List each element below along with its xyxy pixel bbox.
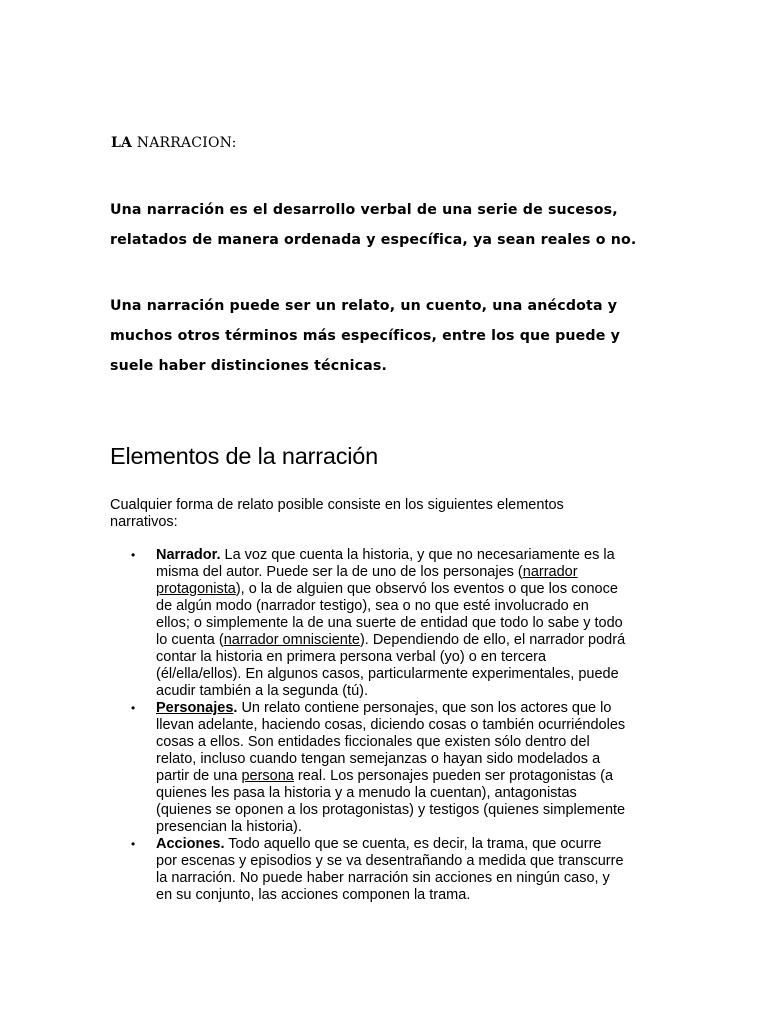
term-acciones: Acciones.: [156, 836, 225, 852]
paragraph-line: Una narración es el desarrollo verbal de una serie de sucesos,: [110, 202, 618, 218]
paragraph-line: relatados de manera ordenada y específica, ya sean reales o no.: [110, 232, 637, 248]
intro-line: Cualquier forma de relato posible consiste en los siguientes elementos: [110, 497, 564, 513]
term-narrador: Narrador.: [156, 547, 221, 563]
link-personajes[interactable]: Personajes: [156, 700, 234, 716]
section-heading: Elementos de la narración: [110, 443, 379, 469]
list-item-acciones: • Acciones. Todo aquello que se cuenta, es decir, la trama, que ocurre por escenas y episodios y se va desentrañando a medida que transcurre la narración. No puede haber narración sin acciones en ningún caso, y en su conjunto, las acciones componen la trama.: [131, 836, 624, 903]
link-persona[interactable]: persona: [241, 768, 294, 784]
bullet-icon: •: [131, 548, 136, 562]
list-item-narrador: • Narrador. La voz que cuenta la historia, y que no necesariamente es la misma del autor. Puede ser la de uno de los personajes (narrador protagonista), o la de alguien que observó los eventos o que los conoce de algún modo (narrador testigo), sea o no que esté involucrado en ellos; o simplemente la de una suerte de entidad que todo lo sabe y todo lo cuenta (narrador omnisciente). Dependiendo de ello, el narrador podrá contar la historia en primera persona verbal (yo) o en tercera (él/ella/ellos). En algunos casos, particularmente experimentales, puede acudir también a la segunda (tú).: [131, 547, 626, 699]
document-title: [111, 135, 237, 151]
elements-list: [131, 547, 626, 904]
intro-line: narrativos:: [110, 514, 178, 530]
title-lead: LA: [111, 135, 133, 151]
bullet-icon: •: [131, 701, 136, 715]
paragraph-line: Una narración puede ser un relato, un cuento, una anécdota y: [110, 298, 618, 314]
intro-paragraph: [110, 497, 630, 531]
link-narrador-protagonista[interactable]: narrador: [522, 564, 578, 580]
types-paragraph: [110, 291, 620, 381]
link-narrador-omnisciente[interactable]: narrador omnisciente: [223, 632, 360, 648]
paragraph-line: suele haber distinciones técnicas.: [110, 358, 388, 374]
paragraph-line: muchos otros términos más específicos, entre los que puede y: [110, 328, 621, 344]
title-rest: NARRACION:: [132, 135, 237, 151]
list-item-personajes: • Personajes. Un relato contiene personajes, que son los actores que lo llevan adelante, haciendo cosas, diciendo cosas o también ocurriéndoles cosas a ellos. Son entidades ficcionales que existen sólo dentro del relato, incluso cuando tengan semejanzas o hayan sido modelados a partir de una persona real. Los personajes pueden ser protagonistas (a quienes les pasa la historia y a menudo la cuentan), antagonistas (quienes se oponen a los protagonistas) y testigos (quienes simplemente presencian la historia).: [131, 700, 626, 835]
bullet-icon: •: [131, 837, 136, 851]
definition-paragraph: [110, 195, 636, 255]
link-narrador-protagonista-cont[interactable]: protagonista: [156, 581, 236, 597]
